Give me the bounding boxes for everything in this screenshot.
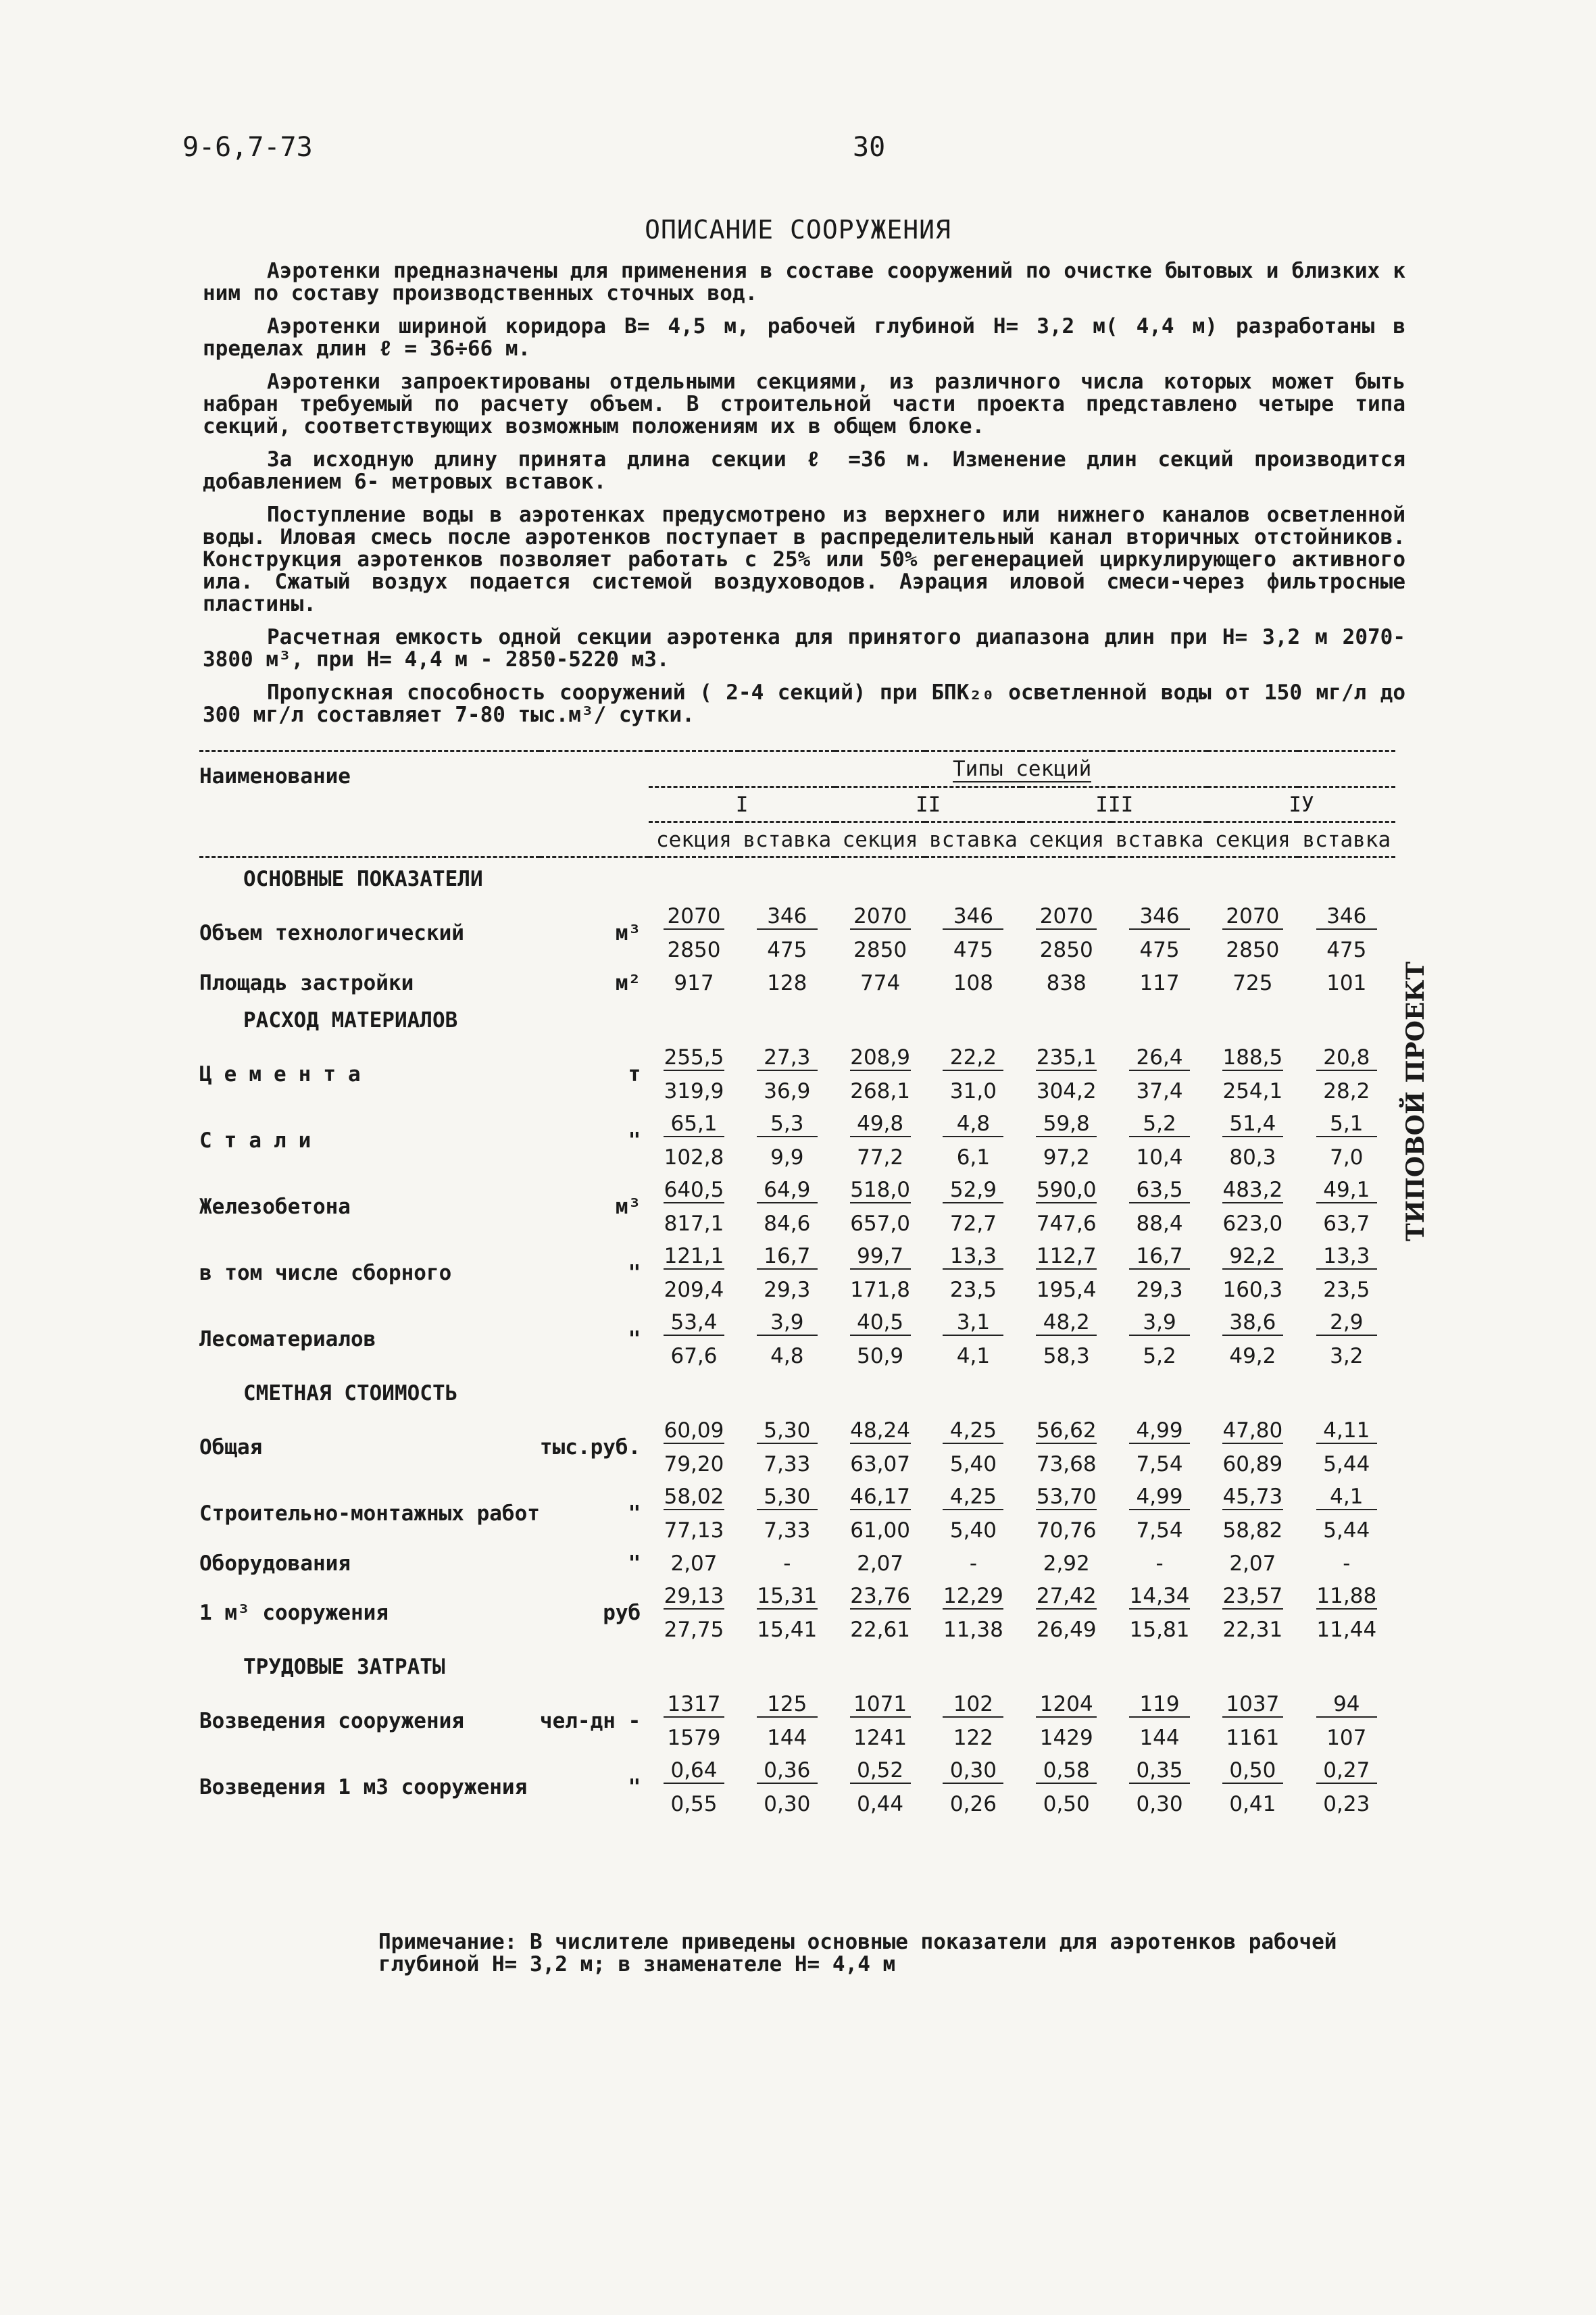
numerator-value: 16,7: [1129, 1244, 1190, 1270]
denominator-value: 160,3: [1222, 1277, 1283, 1302]
denominator-value: 657,0: [850, 1211, 910, 1236]
cell-value: 2,07: [1229, 1551, 1276, 1576]
numerator-value: 4,25: [943, 1485, 1003, 1510]
denominator-value: 58,82: [1222, 1518, 1283, 1543]
denominator-value: 2850: [667, 937, 721, 962]
table-row: [199, 900, 1395, 933]
sub-header-section: секция: [1028, 827, 1105, 852]
denominator-value: 5,44: [1323, 1451, 1370, 1476]
denominator-value: 31,0: [949, 1078, 997, 1103]
numerator-value: 2070: [1222, 904, 1283, 930]
row-unit: тыс.руб.: [539, 1435, 641, 1460]
numerator-value: 2070: [850, 904, 911, 930]
denominator-value: 37,4: [1136, 1078, 1183, 1103]
denominator-value: 747,6: [1036, 1211, 1097, 1236]
cell-value: -: [783, 1551, 791, 1576]
denominator-value: 5,2: [1143, 1343, 1176, 1368]
numerator-value: 49,8: [850, 1112, 911, 1137]
denominator-value: 4,1: [956, 1343, 991, 1368]
section-row: [199, 999, 1395, 1041]
denominator-value: 23,5: [949, 1277, 997, 1302]
paragraph-7: Пропускная способность сооружений ( 2-4 секций) при БПК₂₀ осветленной воды от 150 мг/л до 300 мг/л составляет 7-80 тыс.м³/ сутки.: [203, 680, 1405, 727]
row-unit: ": [628, 1551, 641, 1576]
denominator-value: 60,89: [1222, 1451, 1283, 1476]
numerator-value: 27,42: [1036, 1583, 1097, 1608]
denominator-value: 7,54: [1136, 1451, 1183, 1476]
numerator-value: 4,11: [1316, 1418, 1377, 1444]
denominator-value: 63,7: [1323, 1211, 1370, 1236]
table-row: [199, 1041, 1395, 1074]
denominator-value: 22,31: [1222, 1617, 1283, 1642]
row-name: Оборудования: [199, 1551, 351, 1576]
numerator-value: 48,24: [850, 1418, 910, 1443]
section-title: ОСНОВНЫЕ ПОКАЗАТЕЛИ: [243, 867, 483, 891]
denominator-value: 1241: [853, 1725, 907, 1750]
row-name: Лесоматериалов: [199, 1327, 376, 1351]
denominator-value: 475: [1326, 937, 1367, 962]
sub-header-section: секция: [655, 827, 732, 852]
denominator-value: 9,9: [770, 1145, 804, 1170]
numerator-value: 47,80: [1222, 1418, 1283, 1443]
type-header-3: III: [1095, 792, 1134, 817]
cell-value: 725: [1232, 970, 1273, 995]
cell-value: 917: [674, 970, 714, 995]
denominator-value: 0,23: [1323, 1791, 1370, 1816]
numerator-value: 0,36: [757, 1758, 818, 1784]
footnote-text: В числителе приведены основные показатели для аэротенков рабочей глубиной H= 3,2 м; в знаменателе H= 4,4 м: [378, 1930, 1337, 1976]
sub-header-section: секция: [842, 827, 918, 852]
document-code: 9-6,7-73: [182, 132, 313, 163]
table-row: [199, 1547, 1395, 1580]
denominator-value: 77,2: [857, 1145, 904, 1170]
numerator-value: 65,1: [664, 1112, 724, 1137]
numerator-value: 92,2: [1222, 1244, 1283, 1270]
denominator-value: 475: [767, 937, 807, 962]
page-title: ОПИСАНИЕ СООРУЖЕНИЯ: [645, 215, 951, 245]
numerator-value: 27,3: [757, 1045, 818, 1071]
numerator-value: 2,9: [1316, 1310, 1377, 1336]
numerator-value: 0,64: [664, 1758, 724, 1784]
side-label: [1392, 962, 1439, 1241]
section-title: СМЕТНАЯ СТОИМОСТЬ: [243, 1381, 458, 1405]
denominator-value: 63,07: [850, 1451, 910, 1476]
denominator-value: 72,7: [949, 1211, 997, 1236]
row-name: Общая: [199, 1435, 263, 1460]
cell-value: 838: [1046, 970, 1087, 995]
cell-value: 117: [1139, 970, 1180, 995]
denominator-value: 26,49: [1036, 1617, 1097, 1642]
row-name: Объем технологический: [199, 921, 464, 945]
name-header: Наименование: [199, 751, 540, 857]
numerator-value: 1317: [664, 1692, 724, 1718]
row-unit: ": [628, 1775, 641, 1799]
denominator-value: 77,13: [664, 1518, 724, 1543]
denominator-value: 171,8: [850, 1277, 910, 1302]
type-header-4: IУ: [1289, 792, 1314, 817]
cell-value: 2,92: [1043, 1551, 1090, 1576]
denominator-value: 2850: [853, 937, 907, 962]
numerator-value: 483,2: [1222, 1177, 1283, 1202]
numerator-value: 346: [943, 904, 1003, 930]
cell-value: 108: [953, 970, 993, 995]
numerator-value: 59,8: [1036, 1112, 1097, 1137]
numerator-value: 5,1: [1316, 1112, 1377, 1137]
numerator-value: 13,3: [1316, 1244, 1377, 1270]
numerator-value: 1071: [850, 1692, 911, 1718]
numerator-value: 99,7: [850, 1244, 911, 1270]
numerator-value: 5,30: [757, 1485, 818, 1510]
table-row: [199, 1107, 1395, 1141]
numerator-value: 20,8: [1316, 1045, 1377, 1071]
numerator-value: 53,4: [664, 1310, 724, 1336]
table-row: [199, 1580, 1395, 1613]
denominator-value: 22,61: [850, 1617, 910, 1642]
denominator-value: 1161: [1226, 1725, 1280, 1750]
numerator-value: 2070: [664, 904, 724, 930]
row-unit: т: [628, 1062, 641, 1087]
denominator-value: 79,20: [664, 1451, 724, 1476]
table-row: [199, 1174, 1395, 1207]
denominator-value: 7,33: [764, 1518, 811, 1543]
numerator-value: 46,17: [850, 1484, 910, 1509]
numerator-value: 102: [943, 1692, 1003, 1718]
row-name: 1 м³ сооружения: [199, 1601, 389, 1625]
numerator-value: 208,9: [850, 1045, 910, 1070]
numerator-value: 45,73: [1222, 1484, 1283, 1509]
row-name: Железобетона: [199, 1195, 351, 1219]
section-row: [199, 1646, 1395, 1688]
row-unit: руб: [603, 1601, 641, 1625]
numerator-value: 346: [757, 904, 818, 930]
table-row: [199, 966, 1395, 999]
numerator-value: 5,2: [1129, 1112, 1190, 1137]
numerator-value: 640,5: [664, 1177, 724, 1202]
denominator-value: 817,1: [664, 1211, 724, 1236]
numerator-value: 40,5: [850, 1310, 911, 1336]
type-header-1: I: [735, 792, 749, 817]
denominator-value: 88,4: [1136, 1211, 1183, 1236]
row-unit: м³: [615, 921, 641, 945]
numerator-value: 121,1: [664, 1243, 724, 1268]
row-name: Стали: [199, 1128, 324, 1153]
denominator-value: 195,4: [1036, 1277, 1097, 1302]
numerator-value: 590,0: [1036, 1177, 1097, 1202]
denominator-value: 475: [1139, 937, 1180, 962]
footnote: [378, 1931, 1405, 1976]
denominator-value: 7,0: [1330, 1145, 1364, 1170]
denominator-value: 0,44: [857, 1791, 904, 1816]
page-number: 30: [853, 132, 886, 163]
cell-value: 2,07: [670, 1551, 718, 1576]
numerator-value: 4,25: [943, 1418, 1003, 1444]
denominator-value: 10,4: [1136, 1145, 1183, 1170]
numerator-value: 346: [1316, 904, 1377, 930]
denominator-value: 268,1: [850, 1078, 910, 1103]
paragraph-3: Аэротенки запроектированы отдельными секциями, из различного числа которых может быть набран требуемый по расчету объем. В строительной части проекта представлено четыре типа секций, соответствующих возможным положениям их в общем блоке.: [203, 370, 1405, 439]
numerator-value: 22,2: [943, 1045, 1003, 1071]
denominator-value: 80,3: [1229, 1145, 1276, 1170]
row-unit: чел-дн -: [539, 1709, 641, 1733]
cell-value: -: [969, 1551, 978, 1576]
denominator-value: 319,9: [664, 1078, 724, 1103]
table-row: [199, 1480, 1395, 1514]
numerator-value: 23,76: [850, 1583, 910, 1608]
denominator-value: 102,8: [664, 1145, 724, 1170]
cell-value: -: [1343, 1551, 1351, 1576]
denominator-value: 2850: [1039, 937, 1093, 962]
denominator-value: 7,54: [1136, 1518, 1183, 1543]
denominator-value: 11,38: [943, 1617, 1003, 1642]
denominator-value: 0,30: [1136, 1791, 1183, 1816]
denominator-value: 4,8: [770, 1343, 804, 1368]
paragraph-2: Аэротенки шириной коридора B= 4,5 м, рабочей глубиной H= 3,2 м( 4,4 м) разработаны в пределах длин ℓ = 36÷66 м.: [203, 314, 1405, 361]
numerator-value: 112,7: [1036, 1243, 1097, 1268]
denominator-value: 23,5: [1323, 1277, 1370, 1302]
denominator-value: 84,6: [764, 1211, 811, 1236]
denominator-value: 70,76: [1036, 1518, 1097, 1543]
denominator-value: 11,44: [1316, 1617, 1377, 1642]
row-unit: ": [628, 1501, 641, 1526]
cell-value: -: [1155, 1551, 1164, 1576]
row-name: Строительно-монтажных работ: [199, 1501, 540, 1526]
numerator-value: 1204: [1036, 1692, 1097, 1718]
denominator-value: 0,26: [949, 1791, 997, 1816]
numerator-value: 60,09: [664, 1418, 724, 1443]
numerator-value: 5,3: [757, 1112, 818, 1137]
denominator-value: 122: [953, 1725, 993, 1750]
numerator-value: 235,1: [1036, 1045, 1097, 1070]
numerator-value: 64,9: [757, 1178, 818, 1203]
numerator-value: 56,62: [1036, 1418, 1097, 1443]
numerator-value: 16,7: [757, 1244, 818, 1270]
denominator-value: 61,00: [850, 1518, 910, 1543]
denominator-value: 304,2: [1036, 1078, 1097, 1103]
numerator-value: 125: [757, 1692, 818, 1718]
numerator-value: 2070: [1036, 904, 1097, 930]
numerator-value: 15,31: [757, 1583, 818, 1608]
denominator-value: 29,3: [1136, 1277, 1183, 1302]
denominator-value: 28,2: [1323, 1078, 1370, 1103]
cell-value: 2,07: [857, 1551, 904, 1576]
table-row: [199, 1414, 1395, 1447]
denominator-value: 144: [767, 1725, 807, 1750]
denominator-value: 15,81: [1129, 1617, 1190, 1642]
numerator-value: 0,52: [850, 1758, 911, 1784]
denominator-value: 15,41: [757, 1617, 818, 1642]
denominator-value: 1429: [1039, 1725, 1093, 1750]
denominator-value: 3,2: [1330, 1343, 1364, 1368]
numerator-value: 346: [1129, 904, 1190, 930]
row-name: Возведения сооружения: [199, 1709, 464, 1733]
numerator-value: 63,5: [1129, 1178, 1190, 1203]
paragraph-6: Расчетная емкость одной секции аэротенка для принятого диапазона длин при H= 3,2 м 2070-3800 м³, при H= 4,4 м - 2850-5220 м3.: [203, 625, 1405, 672]
numerator-value: 23,57: [1222, 1583, 1283, 1608]
row-name: Цемента: [199, 1062, 373, 1087]
section-title: ТРУДОВЫЕ ЗАТРАТЫ: [243, 1655, 445, 1679]
table-body: [199, 857, 1395, 1821]
numerator-value: 119: [1129, 1692, 1190, 1718]
numerator-value: 3,9: [1129, 1310, 1190, 1336]
numerator-value: 0,58: [1036, 1758, 1097, 1784]
numerator-value: 52,9: [943, 1178, 1003, 1203]
numerator-value: 4,1: [1316, 1485, 1377, 1510]
numerator-value: 4,8: [943, 1112, 1003, 1137]
cell-value: 774: [860, 970, 901, 995]
denominator-value: 623,0: [1222, 1211, 1283, 1236]
numerator-value: 0,50: [1222, 1758, 1283, 1784]
row-unit: ": [628, 1261, 641, 1285]
row-unit: ": [628, 1327, 641, 1351]
denominator-value: 58,3: [1043, 1343, 1090, 1368]
denominator-value: 5,40: [949, 1451, 997, 1476]
numerator-value: 29,13: [664, 1583, 724, 1608]
table-row: [199, 1240, 1395, 1273]
numerator-value: 13,3: [943, 1244, 1003, 1270]
types-header: Типы секций: [952, 757, 1092, 781]
denominator-value: 6,1: [956, 1145, 991, 1170]
sub-header-insert: вставка: [743, 827, 832, 852]
cell-value: 101: [1326, 970, 1367, 995]
cell-value: 128: [767, 970, 807, 995]
denominator-value: 97,2: [1043, 1145, 1090, 1170]
denominator-value: 7,33: [764, 1451, 811, 1476]
table-row: [199, 1306, 1395, 1339]
numerator-value: 94: [1316, 1692, 1377, 1718]
numerator-value: 38,6: [1222, 1310, 1283, 1336]
numerator-value: 518,0: [850, 1177, 910, 1202]
row-name: Возведения 1 м3 сооружения: [199, 1775, 528, 1799]
denominator-value: 49,2: [1229, 1343, 1276, 1368]
numerator-value: 255,5: [664, 1045, 724, 1070]
denominator-value: 5,40: [949, 1518, 997, 1543]
denominator-value: 29,3: [764, 1277, 811, 1302]
row-name: Площадь застройки: [199, 970, 414, 995]
row-unit: ": [628, 1128, 641, 1153]
denominator-value: 2850: [1226, 937, 1280, 962]
denominator-value: 144: [1139, 1725, 1180, 1750]
paragraph-1: Аэротенки предназначены для применения в составе сооружений по очистке бытовых и близких к ним по составу производственных сточных вод.: [203, 259, 1405, 305]
numerator-value: 11,88: [1316, 1583, 1377, 1608]
numerator-value: 1037: [1222, 1692, 1283, 1718]
denominator-value: 67,6: [670, 1343, 718, 1368]
sub-header-insert: вставка: [1115, 827, 1204, 852]
numerator-value: 4,99: [1129, 1418, 1190, 1444]
table-row: [199, 1754, 1395, 1787]
denominator-value: 73,68: [1036, 1451, 1097, 1476]
denominator-value: 27,75: [664, 1617, 724, 1642]
denominator-value: 107: [1326, 1725, 1367, 1750]
section-row: [199, 857, 1395, 901]
paragraph-5: Поступление воды в аэротенках предусмотрено из верхнего или нижнего каналов осветленной воды. Иловая смесь после аэротенков поступает в распределительный канал вторичных отстойников. Конструкция аэротенков позволяет работать с 25% или 50% регенерацией циркулирующего активного ила. Сжатый воздух подается системой воздуховодов. Аэрация иловой смеси-через фильтросные пластины.: [203, 503, 1405, 616]
numerator-value: 51,4: [1222, 1112, 1283, 1137]
numerator-value: 53,70: [1036, 1484, 1097, 1509]
numerator-value: 48,2: [1036, 1310, 1097, 1336]
numerator-value: 5,30: [757, 1418, 818, 1444]
denominator-value: 254,1: [1222, 1078, 1283, 1103]
denominator-value: 0,30: [764, 1791, 811, 1816]
numerator-value: 3,9: [757, 1310, 818, 1336]
paragraph-4: За исходную длину принята длина секции ℓ =36 м. Изменение длин секций производится добавлением 6- метровых вставок.: [203, 447, 1405, 494]
denominator-value: 0,41: [1229, 1791, 1276, 1816]
numerator-value: 14,34: [1129, 1583, 1190, 1608]
table-row: [199, 1688, 1395, 1721]
section-title: РАСХОД МАТЕРИАЛОВ: [243, 1008, 458, 1032]
section-row: [199, 1372, 1395, 1414]
numerator-value: 0,35: [1129, 1758, 1190, 1784]
denominator-value: 36,9: [764, 1078, 811, 1103]
numerator-value: 3,1: [943, 1310, 1003, 1336]
type-header-2: II: [916, 792, 941, 817]
side-label-text: ТИПОВОЙ ПРОЕКТ: [1401, 962, 1430, 1241]
footnote-label: Примечание:: [378, 1930, 518, 1954]
denominator-value: 0,50: [1043, 1791, 1090, 1816]
denominator-value: 475: [953, 937, 993, 962]
numerator-value: 26,4: [1129, 1045, 1190, 1071]
sub-header-insert: вставка: [929, 827, 1018, 852]
denominator-value: 209,4: [664, 1277, 724, 1302]
numerator-value: 49,1: [1316, 1178, 1377, 1203]
numerator-value: 58,02: [664, 1484, 724, 1509]
denominator-value: 5,44: [1323, 1518, 1370, 1543]
numerator-value: 0,30: [943, 1758, 1003, 1784]
numerator-value: 188,5: [1222, 1045, 1283, 1070]
row-name: в том числе сборного: [199, 1261, 452, 1285]
row-unit: м²: [615, 970, 641, 995]
description-text: [203, 260, 1405, 737]
denominator-value: 1579: [667, 1725, 721, 1750]
indicators-table: [199, 750, 1395, 1820]
sub-header-insert: вставка: [1302, 827, 1391, 852]
denominator-value: 50,9: [857, 1343, 904, 1368]
row-unit: м³: [615, 1195, 641, 1219]
sub-header-section: секция: [1214, 827, 1291, 852]
numerator-value: 12,29: [943, 1583, 1003, 1608]
denominator-value: 0,55: [670, 1791, 718, 1816]
numerator-value: 0,27: [1316, 1758, 1377, 1784]
numerator-value: 4,99: [1129, 1485, 1190, 1510]
